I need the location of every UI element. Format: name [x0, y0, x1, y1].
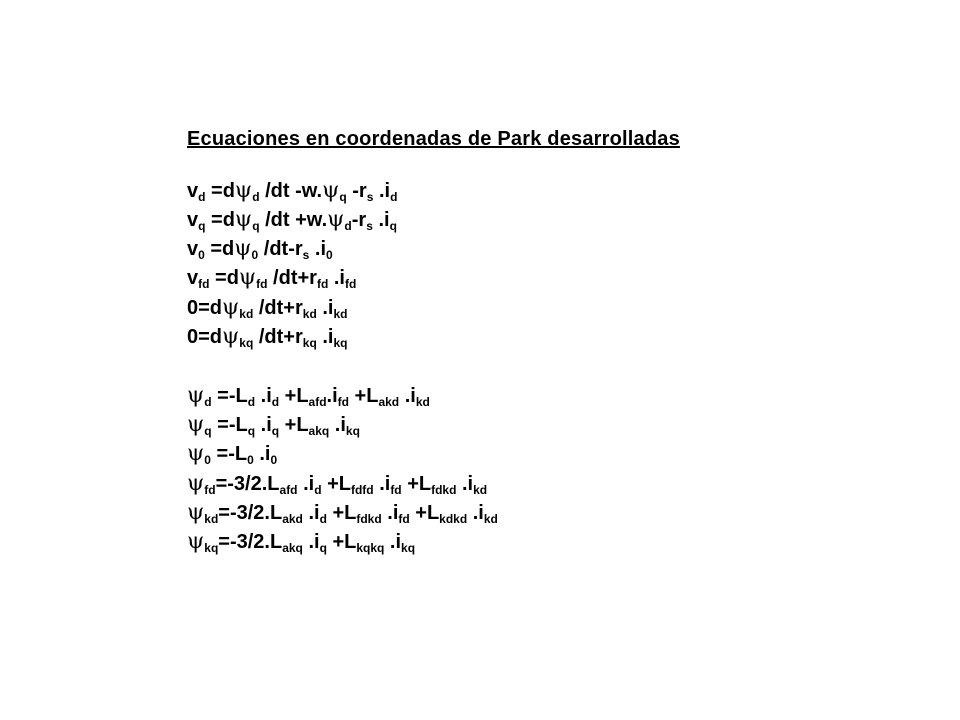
equation-text: =-L: [211, 414, 248, 436]
subscript: q: [252, 219, 260, 233]
psi-symbol: ψ: [238, 265, 257, 290]
equation-text: .i: [467, 502, 484, 524]
psi-symbol: ψ: [234, 207, 253, 232]
subscript: fdkd: [356, 512, 382, 526]
flux-equation-psi-0: [187, 442, 277, 466]
equation-text: .i: [329, 414, 346, 436]
subscript: kd: [239, 307, 254, 321]
flux-equation-psi-kq: [187, 530, 415, 554]
subscript: akq: [282, 541, 303, 555]
equation-text: v: [187, 267, 199, 289]
voltage-equation-vfd: [187, 266, 356, 290]
equation-text: =-3/2.L: [215, 473, 280, 495]
equation-text: v: [187, 209, 199, 231]
subscript: kqkq: [356, 541, 385, 555]
equation-text: =d: [209, 267, 239, 289]
subscript: kd: [333, 307, 348, 321]
subscript: kq: [302, 336, 317, 350]
subscript: fd: [390, 483, 402, 497]
subscript: 0: [270, 453, 278, 467]
equation-text: /dt+r: [267, 267, 317, 289]
equation-text: =-3/2.L: [218, 502, 283, 524]
psi-symbol: ψ: [187, 529, 205, 554]
subscript: akd: [378, 395, 400, 409]
equation-text: +L: [349, 385, 379, 407]
equation-text: =d: [204, 238, 235, 260]
subscript: kq: [239, 336, 254, 350]
flux-equation-psi-q: [187, 413, 360, 437]
psi-symbol: ψ: [187, 412, 205, 437]
flux-equation-psi-fd: [187, 472, 487, 496]
subscript: fd: [204, 483, 216, 497]
equation-text: /dt +w.: [259, 209, 328, 231]
equation-text: .i: [255, 385, 272, 407]
subscript: afd: [279, 483, 298, 497]
subscript: kq: [204, 541, 219, 555]
subscript: 0: [198, 248, 205, 262]
subscript: d: [271, 395, 280, 409]
subscript: fd: [198, 277, 210, 291]
psi-symbol: ψ: [222, 324, 240, 349]
equation-text: .i: [384, 531, 402, 553]
subscript: q: [204, 424, 212, 438]
subscript: d: [247, 395, 256, 409]
subscript: fd: [344, 277, 357, 291]
subscript: fd: [398, 512, 410, 526]
subscript: d: [252, 190, 260, 204]
subscript: d: [319, 512, 327, 526]
equation-text: .i: [302, 531, 320, 553]
equation-text: v: [187, 238, 199, 260]
equation-text: +L: [326, 502, 357, 524]
subscript: 0: [204, 453, 211, 467]
subscript: q: [389, 219, 397, 233]
subscript: q: [271, 424, 280, 438]
equation-text: .i: [326, 385, 338, 407]
voltage-equation-kd: [187, 296, 347, 320]
equation-text: .i: [373, 180, 391, 202]
subscript: kq: [333, 336, 348, 350]
equation-text: +L: [409, 502, 440, 524]
subscript: s: [366, 190, 374, 204]
equation-text: .i: [253, 443, 271, 465]
slide-title: Ecuaciones en coordenadas de Park desarrolladas: [187, 128, 680, 150]
equation-text: +L: [279, 385, 309, 407]
subscript: d: [198, 190, 206, 204]
voltage-equation-vd: [187, 179, 397, 203]
subscript: fdfd: [350, 483, 374, 497]
subscript: kd: [483, 512, 498, 526]
equation-text: v: [187, 180, 199, 202]
equation-text: .i: [373, 473, 391, 495]
subscript: akd: [282, 512, 303, 526]
psi-symbol: ψ: [234, 178, 253, 203]
subscript: afd: [308, 395, 327, 409]
subscript: 0: [326, 248, 333, 262]
subscript: fdkd: [431, 483, 457, 497]
subscript: 0: [247, 453, 254, 467]
subscript: kd: [302, 307, 317, 321]
equation-text: .i: [316, 297, 334, 319]
equation-text: 0=d: [187, 297, 223, 319]
equation-text: /dt+r: [253, 326, 303, 348]
flux-equation-psi-d: [187, 384, 430, 408]
equation-text: /dt+r: [253, 297, 303, 319]
equation-text: .i: [255, 414, 272, 436]
equation-text: =-L: [210, 443, 248, 465]
subscript: kq: [345, 424, 360, 438]
subscript: d: [314, 483, 322, 497]
equation-text: .i: [381, 502, 399, 524]
equation-text: +L: [326, 531, 357, 553]
psi-symbol: ψ: [187, 500, 205, 525]
subscript: fd: [256, 277, 268, 291]
equation-text: 0=d: [187, 326, 223, 348]
equation-text: .i: [456, 473, 474, 495]
subscript: q: [339, 190, 347, 204]
subscript: kd: [415, 395, 430, 409]
subscript: q: [319, 541, 327, 555]
subscript: kd: [473, 483, 488, 497]
equation-text: .i: [328, 267, 345, 289]
subscript: d: [344, 219, 352, 233]
subscript: akq: [308, 424, 330, 438]
equation-text: .i: [316, 326, 334, 348]
equation-text: .i: [399, 385, 416, 407]
equation-text: -r: [351, 209, 367, 231]
voltage-equation-kq: [187, 325, 347, 349]
subscript: 0: [251, 248, 259, 262]
equation-text: +L: [279, 414, 309, 436]
subscript: fd: [337, 395, 349, 409]
flux-equation-psi-kd: [187, 501, 498, 525]
psi-symbol: ψ: [327, 207, 345, 232]
subscript: q: [198, 219, 206, 233]
subscript: s: [302, 248, 310, 262]
equation-text: .i: [372, 209, 390, 231]
equation-text: -r: [346, 180, 367, 202]
psi-symbol: ψ: [222, 295, 240, 320]
equation-text: +L: [401, 473, 432, 495]
subscript: d: [390, 190, 398, 204]
psi-symbol: ψ: [234, 236, 252, 261]
subscript: d: [204, 395, 212, 409]
equation-text: .i: [302, 502, 320, 524]
voltage-equation-vq: [187, 208, 397, 232]
equation-text: =d: [205, 180, 235, 202]
voltage-equation-v0: [187, 237, 333, 261]
subscript: fd: [316, 277, 329, 291]
subscript: kdkd: [439, 512, 468, 526]
subscript: kd: [204, 512, 219, 526]
equation-text: /dt -w.: [259, 180, 323, 202]
equation-text: =-3/2.L: [218, 531, 283, 553]
psi-symbol: ψ: [187, 383, 205, 408]
subscript: q: [247, 424, 256, 438]
psi-symbol: ψ: [187, 441, 205, 466]
equation-text: .i: [309, 238, 327, 260]
equation-text: =-L: [211, 385, 248, 407]
equation-text: =d: [205, 209, 235, 231]
equation-text: .i: [297, 473, 315, 495]
psi-symbol: ψ: [187, 471, 205, 496]
psi-symbol: ψ: [322, 178, 340, 203]
equation-text: +L: [321, 473, 351, 495]
subscript: s: [366, 219, 373, 233]
equation-text: /dt-r: [258, 238, 303, 260]
subscript: kq: [401, 541, 416, 555]
